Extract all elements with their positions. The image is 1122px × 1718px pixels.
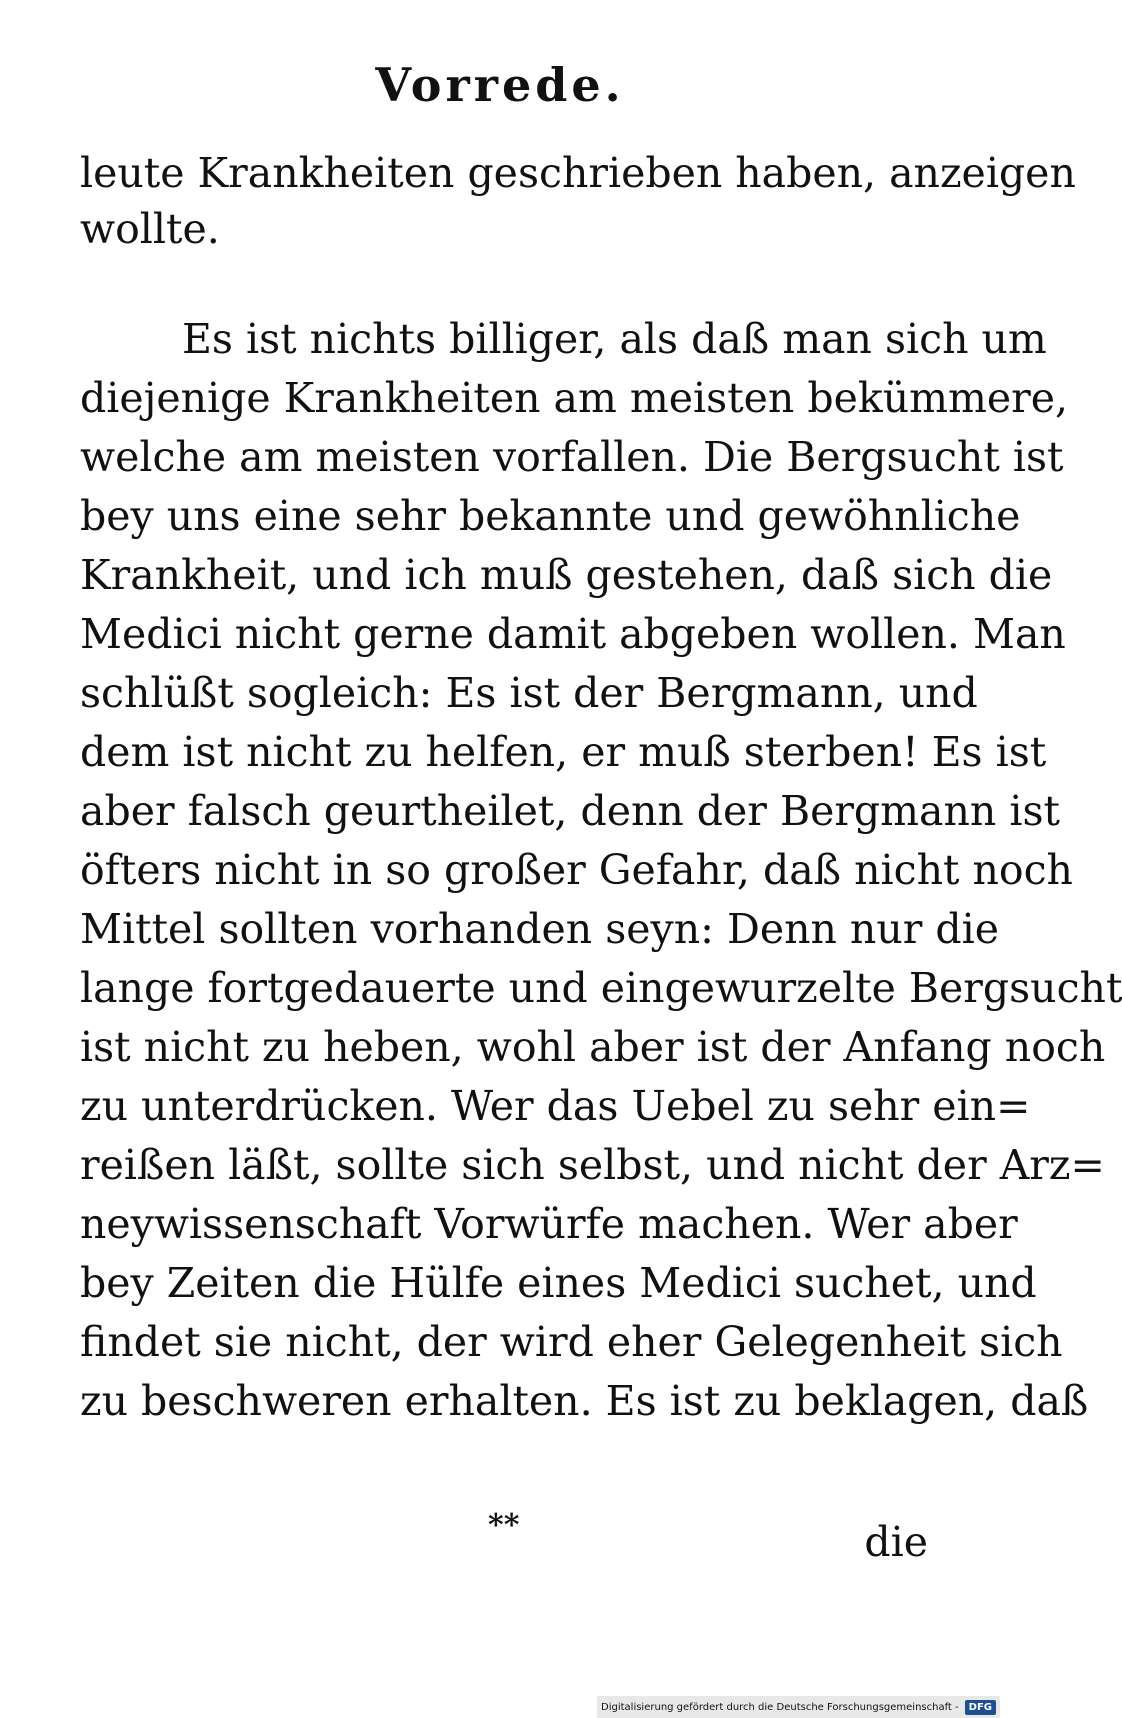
footer-credit: Digitalisierung gefördert durch die Deutsche Forschungsgemeinschaft - bbox=[601, 1701, 959, 1713]
text-line: Mittel sollten vorhanden seyn: Denn nur die bbox=[80, 905, 999, 953]
page-header: Vorrede. bbox=[375, 58, 625, 112]
text-line: reißen läßt, sollte sich selbst, und nicht der Arz= bbox=[80, 1141, 1105, 1189]
text-line: dem ist nicht zu helfen, er muß sterben! Es ist bbox=[80, 728, 1047, 776]
text-line: welche am meisten vorfallen. Die Bergsucht ist bbox=[80, 433, 1064, 481]
text-line: lange fortgedauerte und eingewurzelte Bergsucht bbox=[80, 964, 1122, 1012]
text-line: schlüßt sogleich: Es ist der Bergmann, und bbox=[80, 669, 978, 717]
dfg-logo[interactable]: DFG bbox=[965, 1700, 996, 1715]
text-line: Krankheit, und ich muß gestehen, daß sich die bbox=[80, 551, 1053, 599]
text-line: diejenige Krankheiten am meisten bekümmere, bbox=[80, 374, 1069, 422]
signature-mark: ** bbox=[488, 1508, 520, 1543]
footer-bar bbox=[597, 1696, 1000, 1718]
text-line: findet sie nicht, der wird eher Gelegenheit sich bbox=[80, 1318, 1063, 1366]
text-line: Medici nicht gerne damit abgeben wollen. Man bbox=[80, 610, 1066, 658]
text-line: aber falsch geurtheilet, denn der Bergmann ist bbox=[80, 787, 1060, 835]
text-line: öfters nicht in so großer Gefahr, daß nicht noch bbox=[80, 846, 1073, 894]
text-line: zu beschweren erhalten. Es ist zu beklagen, daß bbox=[80, 1377, 1089, 1425]
text-line: bey uns eine sehr bekannte und gewöhnliche bbox=[80, 492, 1021, 540]
text-line: Es ist nichts billiger, als daß man sich um bbox=[182, 315, 1047, 363]
text-line: leute Krankheiten geschrieben haben, anzeigen bbox=[80, 149, 1076, 197]
text-line: ist nicht zu heben, wohl aber ist der Anfang noch bbox=[80, 1023, 1106, 1071]
text-line: neywissenschaft Vorwürfe machen. Wer aber bbox=[80, 1200, 1018, 1248]
text-line: wollte. bbox=[80, 205, 220, 253]
text-line: zu unterdrücken. Wer das Uebel zu sehr ein= bbox=[80, 1082, 1031, 1130]
catchword: die bbox=[864, 1518, 928, 1566]
text-line: bey Zeiten die Hülfe eines Medici suchet, und bbox=[80, 1259, 1037, 1307]
